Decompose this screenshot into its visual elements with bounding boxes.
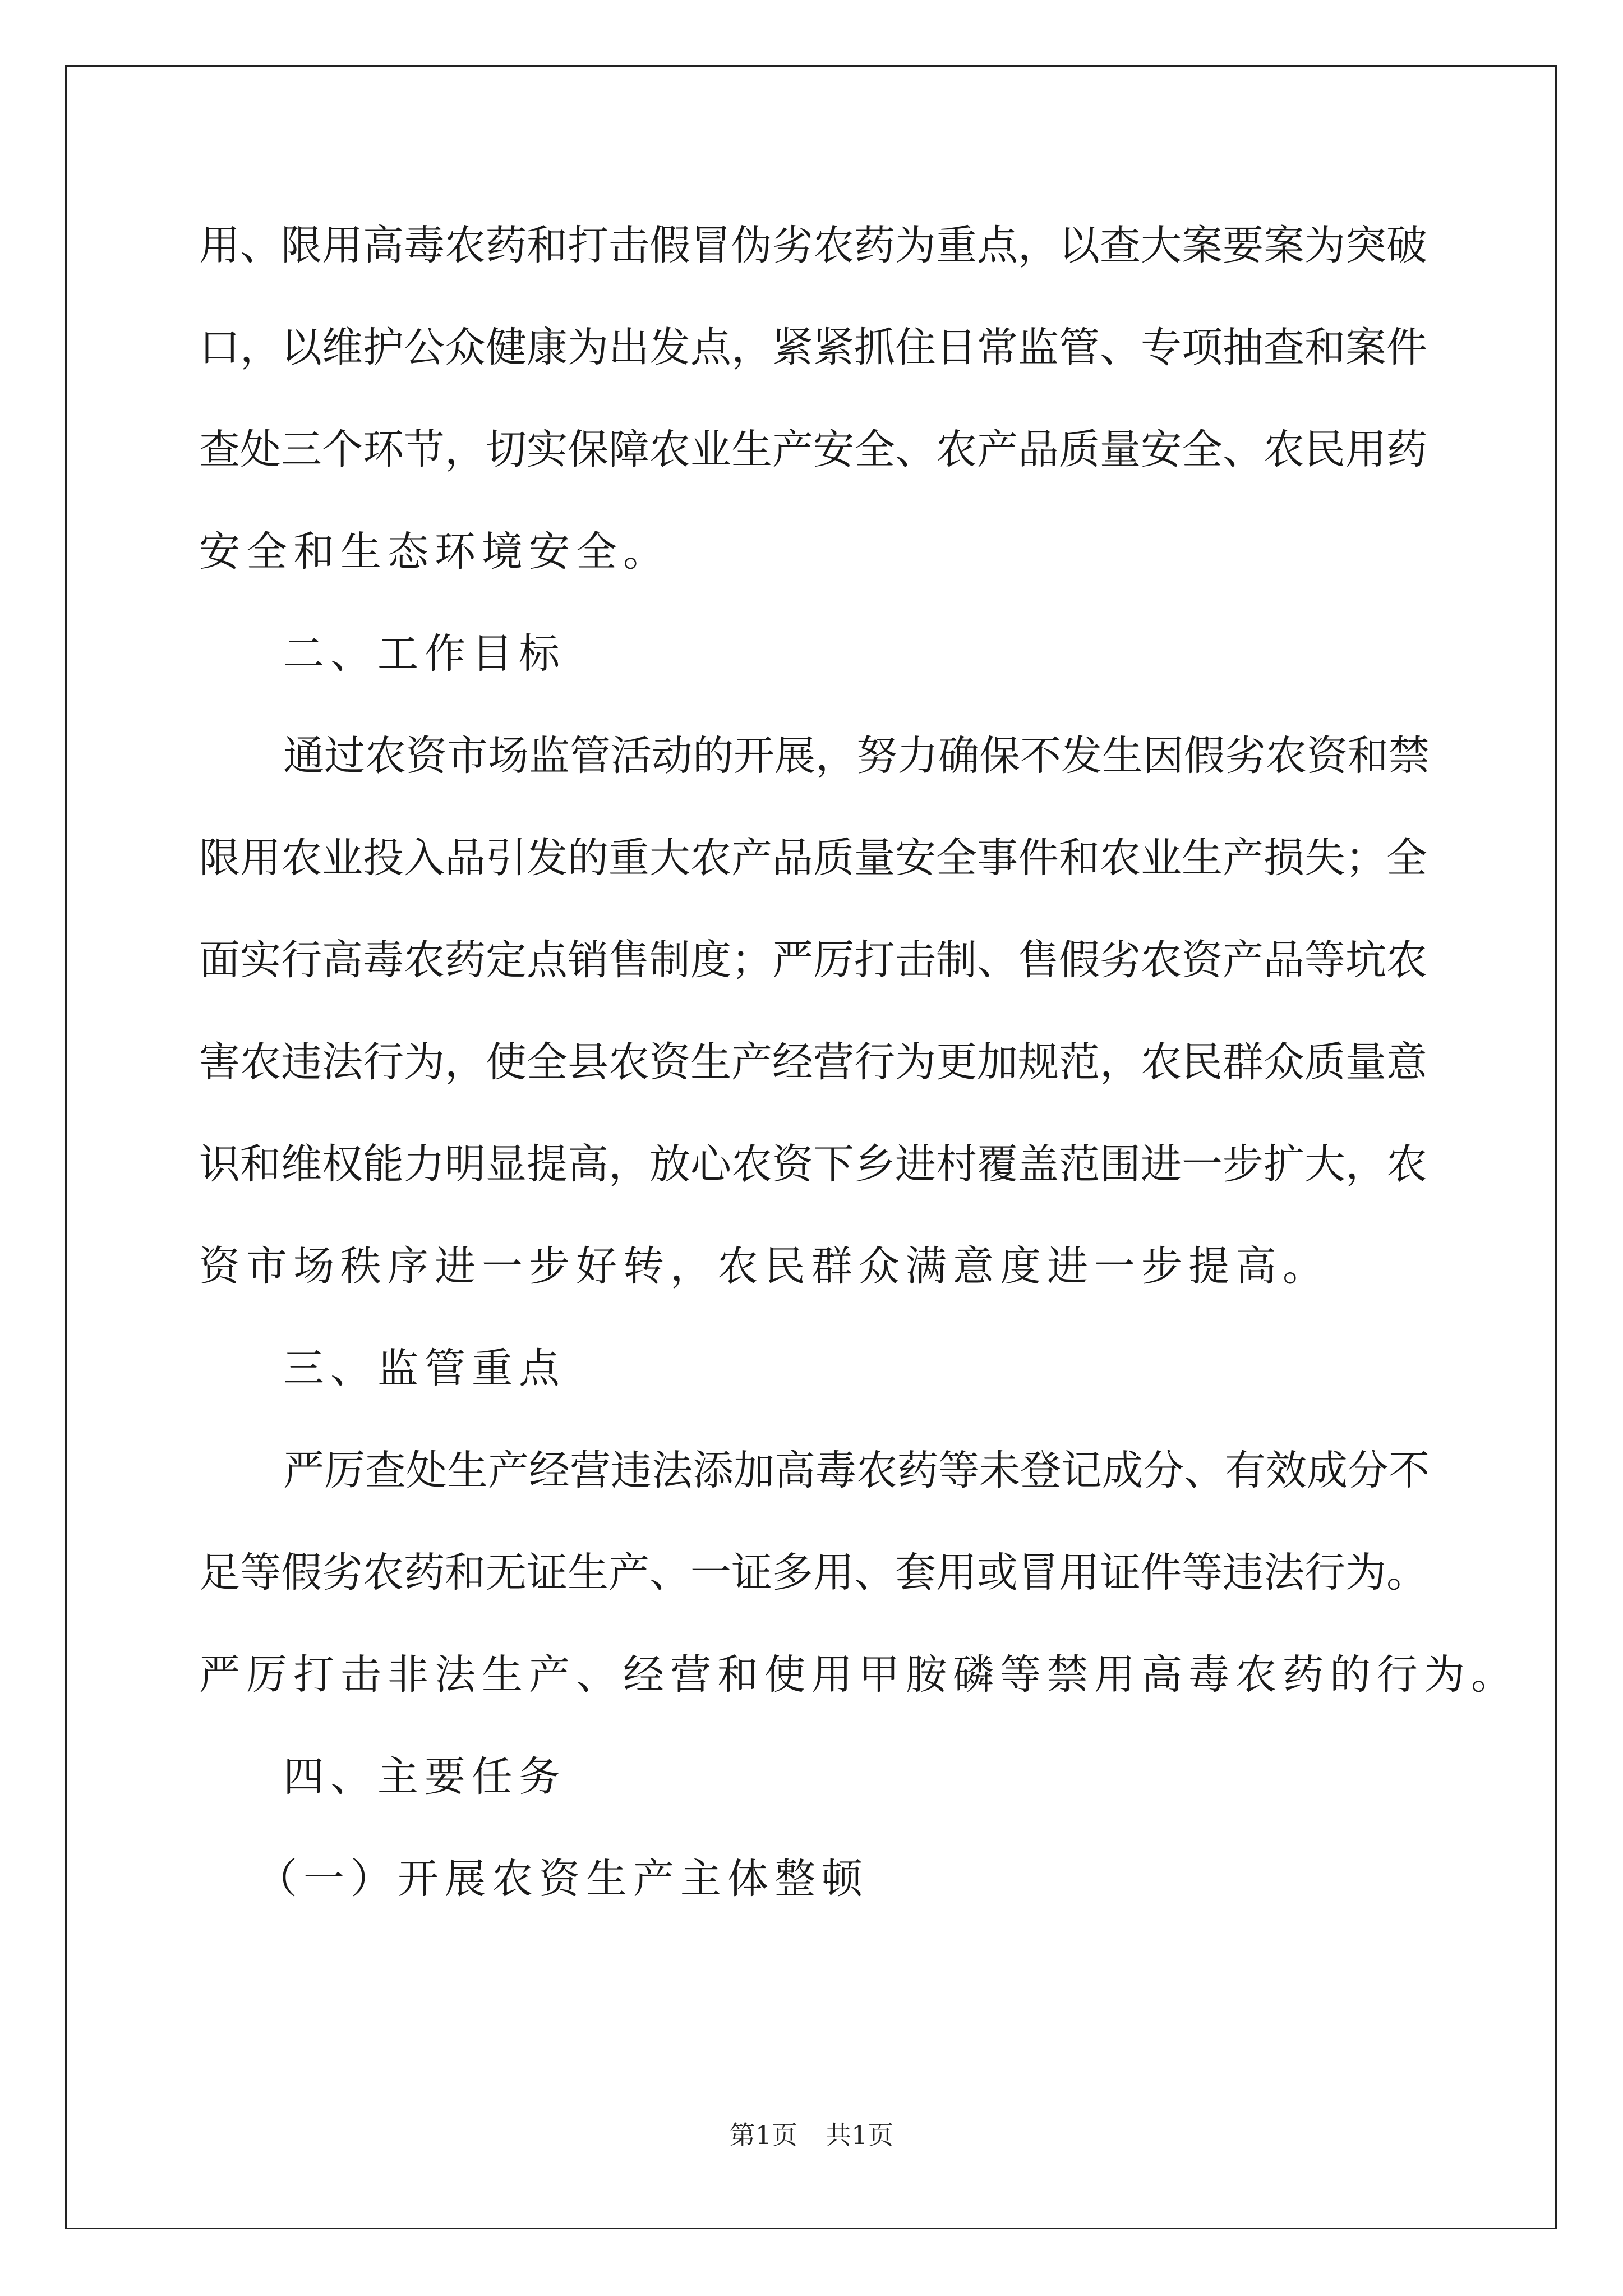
paragraph-3-line-3: 严厉打击非法生产、经营和使用甲胺磷等禁用高毒农药的行为。 [199, 1651, 1518, 1699]
paragraph-1-line-3: 查处三个环节，切实保障农业生产安全、农产品质量安全、农民用药 [199, 426, 1427, 473]
page-number-current: 第1页 [729, 2120, 797, 2150]
paragraph-2-line-5: 识和维权能力明显提高，放心农资下乡进村覆盖范围进一步扩大，农 [199, 1140, 1427, 1188]
page-footer [0, 2118, 1623, 2152]
paragraph-2-line-3: 面实行高毒农药定点销售制度；严厉打击制、售假劣农资产品等坑农 [199, 936, 1427, 984]
paragraph-1-line-2: 口，以维护公众健康为出发点，紧紧抓住日常监管、专项抽查和案件 [199, 324, 1427, 371]
paragraph-2-line-1: 通过农资市场监管活动的开展，努力确保不发生因假劣农资和禁 [283, 732, 1430, 780]
paragraph-3-line-2: 足等假劣农药和无证生产、一证多用、套用或冒用证件等违法行为。 [199, 1549, 1427, 1596]
paragraph-2-line-6: 资市场秩序进一步好转，农民群众满意度进一步提高。 [199, 1243, 1330, 1290]
paragraph-1-line-4: 安全和生态环境安全。 [199, 528, 670, 576]
heading-main-tasks: 四、主要任务 [283, 1753, 566, 1801]
paragraph-1-line-1: 用、限用高毒农药和打击假冒伪劣农药为重点，以查大案要案为突破 [199, 222, 1427, 269]
subheading-task-1: （一）开展农资生产主体整顿 [256, 1855, 869, 1903]
heading-supervision-focus: 三、监管重点 [283, 1345, 566, 1392]
page-number-total: 共1页 [826, 2120, 894, 2150]
paragraph-2-line-4: 害农违法行为，使全县农资生产经营行为更加规范，农民群众质量意 [199, 1038, 1427, 1086]
paragraph-3-line-1: 严厉查处生产经营违法添加高毒农药等未登记成分、有效成分不 [283, 1447, 1430, 1494]
paragraph-2-line-2: 限用农业投入品引发的重大农产品质量安全事件和农业生产损失；全 [199, 834, 1427, 882]
heading-work-goals: 二、工作目标 [283, 630, 566, 678]
